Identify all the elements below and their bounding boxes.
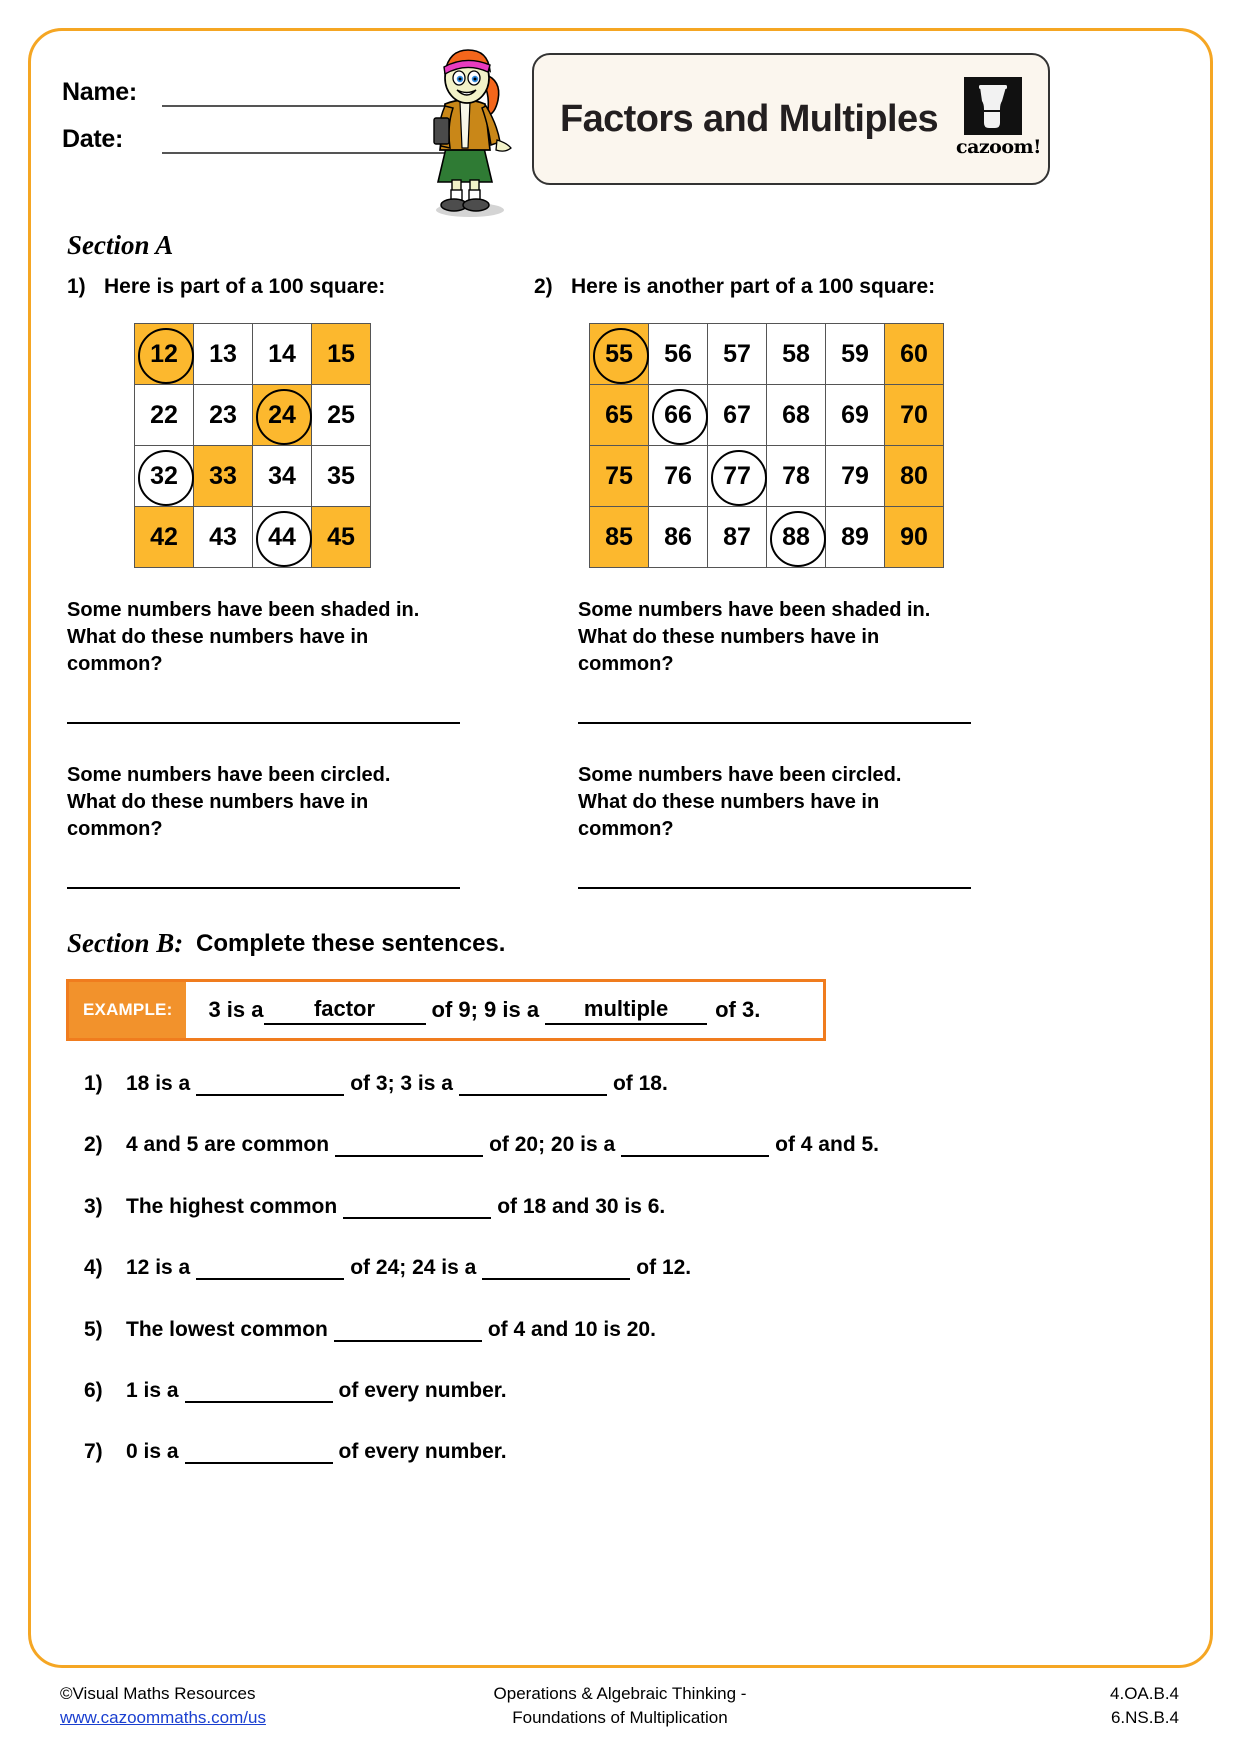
worksheet-title-box [532, 53, 1050, 185]
grid-cell-circled-value: 32 [135, 446, 193, 506]
grid-cell-value: 15 [327, 340, 355, 368]
grid-cell[interactable] [885, 385, 944, 446]
grid-cell-value: 87 [723, 523, 751, 551]
grid-cell-value: 35 [327, 462, 355, 490]
grid-cell[interactable] [253, 507, 312, 568]
grid-cell-value: 78 [782, 462, 810, 490]
sentence-question-number: 2) [84, 1133, 103, 1156]
prompt-line: common? [578, 653, 674, 675]
grid-cell[interactable] [194, 324, 253, 385]
grid-cell-value: 89 [841, 523, 869, 551]
sentence-text-part: 12 is a [126, 1256, 191, 1279]
grid-cell[interactable] [767, 507, 826, 568]
grid-cell[interactable] [194, 507, 253, 568]
sentence-text-part: 0 is a [126, 1440, 179, 1463]
prompt-circled-2 [578, 762, 901, 843]
question-a1-text: Here is part of a 100 square: [104, 275, 386, 298]
sentence-text-part: of 18 and 30 is 6. [497, 1195, 666, 1218]
grid-cell-value: 90 [900, 523, 928, 551]
footer-topic-line1: Operations & Algebraic Thinking - [493, 1684, 747, 1703]
cazoom-logo [956, 77, 1041, 161]
prompt-line: Some numbers have been circled. [67, 764, 391, 786]
prompt-line: What do these numbers have in [578, 791, 880, 813]
page-title: Factors and Multiples [560, 97, 939, 140]
grid-cell[interactable] [135, 446, 194, 507]
sentence-answer-blank[interactable] [196, 1256, 344, 1280]
grid-cell[interactable] [590, 507, 649, 568]
prompt-circled-1 [67, 762, 390, 843]
grid-cell-value: 59 [841, 340, 869, 368]
grid-row [135, 385, 371, 446]
grid-cell[interactable] [826, 446, 885, 507]
footer-topic-line2: Foundations of Multiplication [512, 1708, 728, 1727]
grid-cell[interactable] [312, 507, 371, 568]
footer-website-link[interactable] [60, 1706, 266, 1730]
grid-cell-value: 86 [664, 523, 692, 551]
footer-left [60, 1682, 266, 1730]
question-a2-text: Here is another part of a 100 square: [571, 275, 936, 298]
grid-cell[interactable] [767, 446, 826, 507]
example-part-3: of 3. [715, 997, 761, 1022]
grid-cell-circled-value: 88 [767, 507, 825, 567]
grid-cell[interactable] [590, 446, 649, 507]
grid-cell[interactable] [885, 324, 944, 385]
grid-cell[interactable] [826, 507, 885, 568]
grid-cell[interactable] [135, 385, 194, 446]
grid-cell-value: 33 [209, 462, 237, 490]
sentence-answer-blank[interactable] [185, 1379, 333, 1403]
prompt-line: What do these numbers have in [67, 626, 369, 648]
grid-cell-value: 34 [268, 462, 296, 490]
sentence-question-number: 5) [84, 1318, 103, 1341]
grid-cell-circled-value: 24 [253, 385, 311, 445]
sentence-question-row [84, 1072, 668, 1096]
grid-row [590, 385, 944, 446]
grid-cell-value: 60 [900, 340, 928, 368]
name-label: Name: [62, 78, 137, 106]
page-border [28, 28, 1213, 1668]
prompt-line: What do these numbers have in [578, 626, 880, 648]
grid-cell[interactable] [708, 507, 767, 568]
grid-cell-circled-value: 44 [253, 507, 311, 567]
grid-cell-value: 79 [841, 462, 869, 490]
grid-row [590, 324, 944, 385]
sentence-answer-blank[interactable] [335, 1133, 483, 1157]
prompt-line: Some numbers have been circled. [578, 764, 902, 786]
grid-cell[interactable] [253, 446, 312, 507]
grid-cell[interactable] [590, 385, 649, 446]
grid-cell[interactable] [253, 385, 312, 446]
prompt-shaded-1 [67, 597, 419, 678]
grid-cell-value: 76 [664, 462, 692, 490]
sentence-question-number: 7) [84, 1440, 103, 1463]
hundred-square-grid-1 [134, 323, 371, 568]
grid-cell[interactable] [649, 446, 708, 507]
sentence-answer-blank[interactable] [459, 1072, 607, 1096]
sentence-question-row [84, 1379, 507, 1403]
example-tag: EXAMPLE: [69, 982, 186, 1038]
grid-cell[interactable] [649, 507, 708, 568]
grid-cell-value: 14 [268, 340, 296, 368]
footer-website-anchor[interactable]: www.cazoommaths.com/us [60, 1708, 266, 1727]
sentence-text-part: of 24; 24 is a [350, 1256, 477, 1279]
answer-line-a1-shaded[interactable] [67, 722, 460, 724]
grid-cell-value: 70 [900, 401, 928, 429]
grid-cell-value: 43 [209, 523, 237, 551]
cazoom-logo-mark [964, 77, 1022, 135]
grid-cell[interactable] [885, 446, 944, 507]
grid-cell-circled-value: 12 [135, 324, 193, 384]
hundred-square-grid-2 [589, 323, 944, 568]
sentence-answer-blank[interactable] [621, 1133, 769, 1157]
grid-cell[interactable] [649, 385, 708, 446]
sentence-question-number: 1) [84, 1072, 103, 1095]
sentence-answer-blank[interactable] [334, 1318, 482, 1342]
grid-row [590, 507, 944, 568]
sentence-text-part: 1 is a [126, 1379, 179, 1402]
prompt-line: Some numbers have been shaded in. [578, 599, 931, 621]
sentence-text-part: of every number. [338, 1379, 507, 1402]
sentence-answer-blank[interactable] [196, 1072, 344, 1096]
section-b-heading: Section B: [67, 928, 184, 958]
example-part-2: of 9; 9 is a [431, 997, 540, 1022]
grid-cell-value: 67 [723, 401, 751, 429]
sentence-text-part: The highest common [126, 1195, 338, 1218]
footer-right [1110, 1682, 1179, 1730]
grid-cell[interactable] [708, 324, 767, 385]
grid-cell-value: 69 [841, 401, 869, 429]
grid-cell-circled-value: 77 [708, 446, 766, 506]
section-b-subheading: Complete these sentences. [196, 930, 506, 957]
sentence-text-part: of 3; 3 is a [350, 1072, 453, 1095]
prompt-line: What do these numbers have in [67, 791, 369, 813]
grid-row [135, 446, 371, 507]
grid-cell[interactable] [826, 324, 885, 385]
prompt-line: common? [578, 818, 674, 840]
prompt-shaded-2 [578, 597, 930, 678]
grid-cell[interactable] [312, 324, 371, 385]
grid-cell-value: 75 [605, 462, 633, 490]
sentence-text-part: 4 and 5 are common [126, 1133, 330, 1156]
grid-row [590, 446, 944, 507]
sentence-question-row [84, 1133, 879, 1157]
grid-cell[interactable] [826, 385, 885, 446]
grid-cell[interactable] [767, 385, 826, 446]
grid-cell[interactable] [885, 507, 944, 568]
sentence-question-number: 4) [84, 1256, 103, 1279]
grid-cell-value: 25 [327, 401, 355, 429]
footer-copyright: ©Visual Maths Resources [60, 1684, 256, 1703]
grid-cell[interactable] [253, 324, 312, 385]
prompt-line: Some numbers have been shaded in. [67, 599, 420, 621]
footer-center [430, 1682, 810, 1730]
grid-cell[interactable] [135, 507, 194, 568]
grid-cell-value: 22 [150, 401, 178, 429]
grid-cell-value: 56 [664, 340, 692, 368]
grid-cell[interactable] [194, 385, 253, 446]
sentence-text-part: of 4 and 5. [775, 1133, 879, 1156]
sentence-question-row [84, 1195, 665, 1219]
sentence-question-row [84, 1440, 507, 1464]
grid-cell[interactable] [708, 385, 767, 446]
student-mascot-illustration [412, 40, 522, 220]
sentence-text-part: of 12. [636, 1256, 692, 1279]
date-label: Date: [62, 125, 124, 153]
grid-cell-circled-value: 55 [590, 324, 648, 384]
footer-standard-2: 6.NS.B.4 [1110, 1708, 1179, 1727]
grid-cell[interactable] [649, 324, 708, 385]
sentence-answer-blank[interactable] [185, 1440, 333, 1464]
sentence-text-part: of every number. [338, 1440, 507, 1463]
grid-cell[interactable] [312, 446, 371, 507]
grid-cell-value: 45 [327, 523, 355, 551]
grid-cell-value: 65 [605, 401, 633, 429]
answer-line-a2-circled[interactable] [578, 887, 971, 889]
section-a-heading: Section A [67, 230, 174, 260]
grid-cell[interactable] [590, 324, 649, 385]
example-box [66, 979, 826, 1041]
grid-cell[interactable] [312, 385, 371, 446]
grid-cell-circled-value: 66 [649, 385, 707, 445]
grid-cell[interactable] [767, 324, 826, 385]
prompt-line: common? [67, 818, 163, 840]
example-part-1: 3 is a [208, 997, 264, 1022]
footer-standard-1: 4.OA.B.4 [1110, 1684, 1179, 1703]
hourglass-icon [964, 77, 1022, 135]
question-a2-number: 2) [534, 275, 553, 298]
cazoom-logo-text: cazoom! [956, 136, 1041, 158]
sentence-text-part: of 20; 20 is a [489, 1133, 616, 1156]
grid-cell-value: 85 [605, 523, 633, 551]
grid-cell-value: 68 [782, 401, 810, 429]
sentence-answer-blank[interactable] [343, 1195, 491, 1219]
grid-row [135, 324, 371, 385]
grid-cell[interactable] [194, 446, 253, 507]
answer-line-a1-circled[interactable] [67, 887, 460, 889]
example-answer-1[interactable]: factor [264, 996, 426, 1025]
example-sentence [186, 982, 823, 1038]
grid-cell[interactable] [135, 324, 194, 385]
grid-cell-value: 80 [900, 462, 928, 490]
answer-line-a2-shaded[interactable] [578, 722, 971, 724]
sentence-text-part: of 18. [612, 1072, 668, 1095]
grid-cell[interactable] [708, 446, 767, 507]
sentence-question-row [84, 1256, 691, 1280]
grid-cell-value: 58 [782, 340, 810, 368]
sentence-text-part: of 4 and 10 is 20. [487, 1318, 656, 1341]
sentence-question-number: 6) [84, 1379, 103, 1402]
grid-cell-value: 57 [723, 340, 751, 368]
sentence-answer-blank[interactable] [482, 1256, 630, 1280]
question-a1-number: 1) [67, 275, 86, 298]
sentence-text-part: 18 is a [126, 1072, 191, 1095]
sentence-text-part: The lowest common [126, 1318, 328, 1341]
grid-cell-value: 42 [150, 523, 178, 551]
example-answer-2[interactable]: multiple [545, 996, 707, 1025]
prompt-line: common? [67, 653, 163, 675]
grid-cell-value: 13 [209, 340, 237, 368]
grid-row [135, 507, 371, 568]
sentence-question-row [84, 1318, 656, 1342]
grid-cell-value: 23 [209, 401, 237, 429]
sentence-question-number: 3) [84, 1195, 103, 1218]
